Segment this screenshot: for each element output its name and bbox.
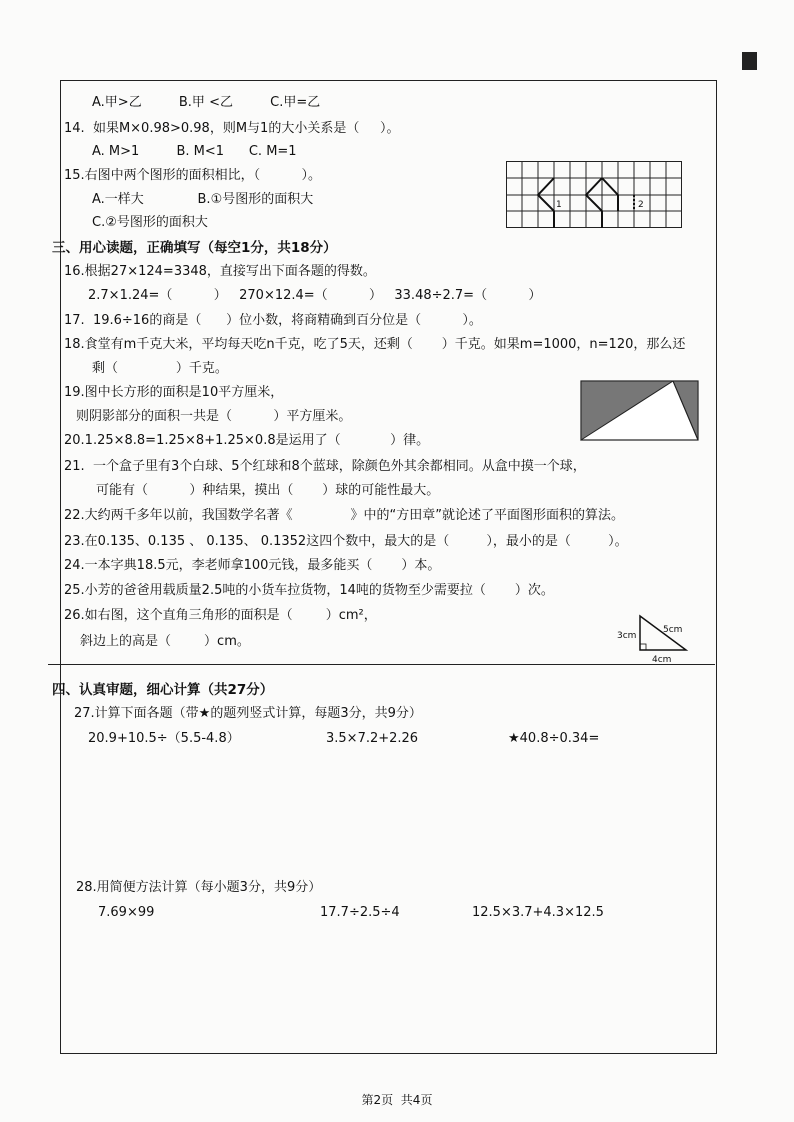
hypotenuse-label: 5cm	[663, 625, 683, 635]
q15-option-c: C.②号图形的面积大	[92, 215, 208, 230]
section-4-heading: 四、认真审题，细心计算（共27分）	[52, 682, 274, 698]
q18-line2: 剩（ ）千克。	[92, 361, 228, 376]
q18-line1: 18.食堂有m千克大米，平均每天吃n千克，吃了5天，还剩（ ）千克。如果m=1000，n=120，那么还	[64, 337, 686, 352]
q20-text: 20.1.25×8.8=1.25×8+1.25×0.8是运用了（ ）律。	[64, 433, 430, 448]
q23-text: 23.在0.135、0.135 、 0.135、 0.1352这四个数中，最大的是（ ），最小的是（ ）。	[64, 534, 628, 549]
q14-options: A. M>1 B. M<1 C. M=1	[92, 144, 297, 159]
q27-text: 27.计算下面各题（带★的题列竖式计算，每题3分，共9分）	[74, 706, 422, 721]
q16-text: 16.根据27×124=3348，直接写出下面各题的得数。	[64, 264, 376, 279]
q16-items: 2.7×1.24=（ ） 270×12.4=（ ） 33.48÷2.7=（ ）	[88, 288, 542, 303]
q28-item-3: 12.5×3.7+4.3×12.5	[472, 905, 604, 920]
q28-text: 28.用简便方法计算（每小题3分，共9分）	[76, 880, 322, 895]
q27-item-2: 3.5×7.2+2.26	[326, 731, 419, 746]
q13-options: A.甲>乙 B.甲 <乙 C.甲=乙	[92, 95, 321, 110]
q15-option-a-b: A.一样大 B.①号图形的面积大	[92, 192, 314, 207]
base-label: 4cm	[652, 655, 672, 665]
q21-line2: 可能有（ ）种结果，摸出（ ）球的可能性最大。	[96, 483, 440, 498]
section-3-heading: 三、用心读题，正确填写（每空1分，共18分）	[52, 240, 337, 256]
q28-item-1: 7.69×99	[98, 905, 155, 920]
shape-2-label: 2	[638, 200, 644, 210]
q15-text: 15.右图中两个图形的面积相比，（ ）。	[64, 168, 321, 183]
q19-line2: 则阴影部分的面积一共是（ ）平方厘米。	[76, 409, 352, 424]
leg-label: 3cm	[617, 631, 637, 641]
q27-item-1: 20.9+10.5÷（5.5-4.8）	[88, 731, 240, 746]
q17-text: 17. 19.6÷16的商是（ ）位小数，将商精确到百分位是（ ）。	[64, 313, 482, 328]
q22-text: 22.大约两千多年以前，我国数学名著《 》中的“方田章”就论述了平面图形面积的算法。	[64, 508, 624, 523]
rectangle-figure	[580, 380, 700, 442]
q25-text: 25.小芳的爸爸用载质量2.5吨的小货车拉货物，14吨的货物至少需要拉（ ）次。	[64, 583, 554, 598]
q19-line1: 19.图中长方形的面积是10平方厘米，	[64, 385, 284, 400]
corner-mark	[742, 52, 757, 70]
q24-text: 24.一本字典18.5元，李老师拿100元钱，最多能买（ ）本。	[64, 558, 441, 573]
grid-figure	[506, 161, 682, 229]
q27-item-3: ★40.8÷0.34=	[508, 731, 600, 746]
shape-1-label: 1	[556, 200, 562, 210]
q14-text: 14. 如果M×0.98>0.98，则M与1的大小关系是（ ）。	[64, 121, 400, 136]
q28-item-2: 17.7÷2.5÷4	[320, 905, 400, 920]
q21-line1: 21. 一个盒子里有3个白球、5个红球和8个蓝球，除颜色外其余都相同。从盒中摸一个球，	[64, 459, 586, 474]
right-triangle-figure	[612, 608, 692, 666]
page-footer: 第2页 共4页	[361, 1093, 433, 1107]
q26-line2: 斜边上的高是（ ）cm。	[80, 634, 250, 649]
q26-line1: 26.如右图，这个直角三角形的面积是（ ）cm²，	[64, 608, 377, 623]
